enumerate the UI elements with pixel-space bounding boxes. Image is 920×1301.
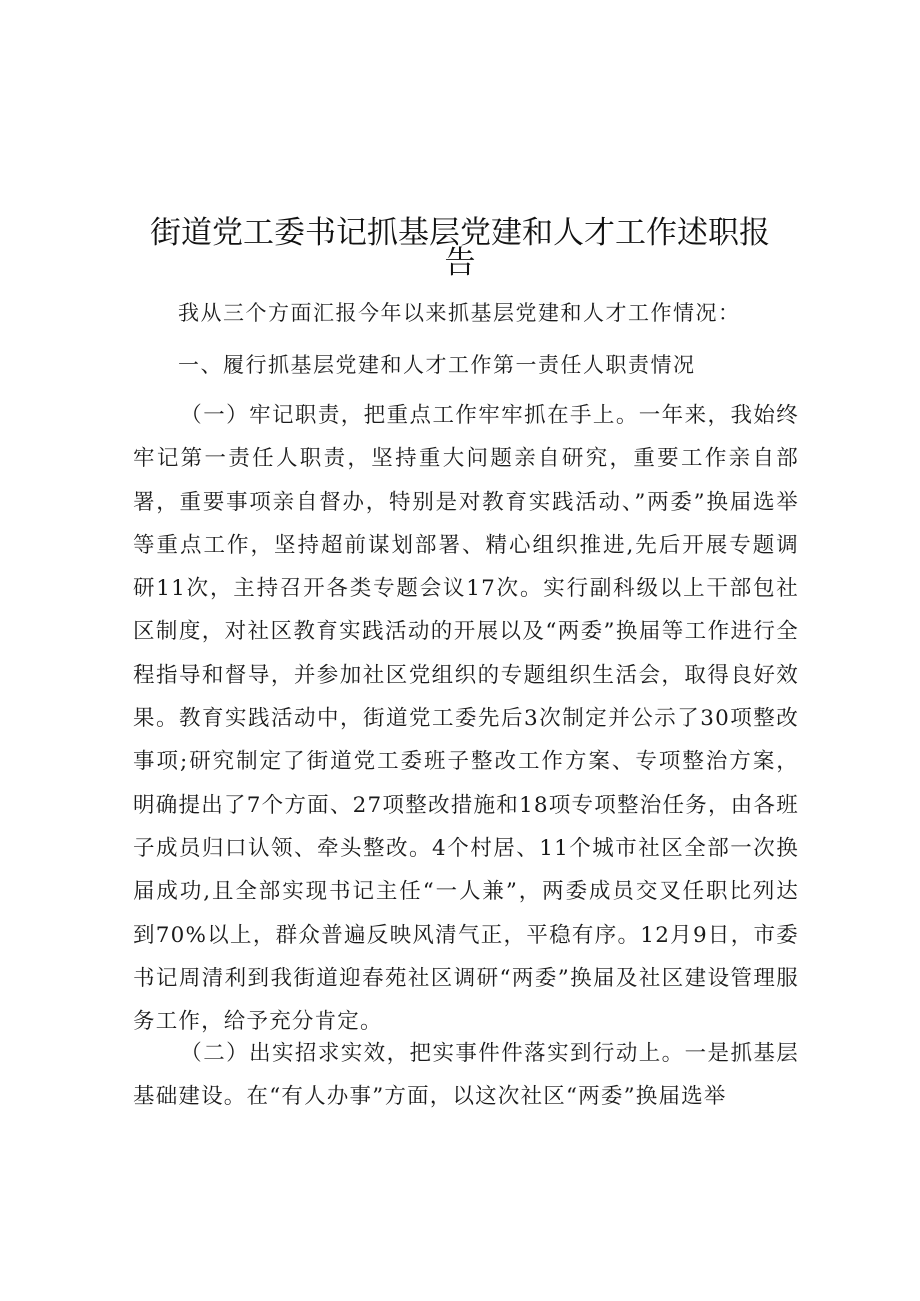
body-paragraph: （一）牢记职责，把重点工作牢牢抓在手上。一年来，我始终牢记第一责任人职责，坚持重大问题亲自研究，重要工作亲自部署，重要事项亲自督办，特别是对教育实践活动、”两委”换届选举等重点工作，坚持超前谋划部署、精心组织推进,先后开展专题调研11次，主持召开各类专题会议17次。实行副科级以上干部包社区制度，对社区教育实践活动的开展以及“两委”换届等工作进行全程指导和督导，并参加社区党组织的专题组织生活会，取得良好效果。教育实践活动中，街道党工委先后3次制定并公示了30项整改事项;研究制定了街道党工委班子整改工作方案、专项整治方案，明确提出了7个方面、27项整改措施和18项专项整治任务，由各班子成员归口认领、牵头整改。4个村居、11个城市社区全部一次换届成功,且全部实现书记主任“一人兼”，两委成员交叉任职比列达到70%以上，群众普遍反映风清气正，平稳有序。12月9日，市委书记周清利到我街道迎春苑社区调研“两委”换届及社区建设管理服务工作，给予充分肯定。	[133, 403, 799, 1035]
body-paragraph: （二）出实招求实效，把实事件件落实到行动上。一是抓基层基础建设。在“有人办事”方面，以这次社区“两委”换届选举	[133, 1041, 799, 1110]
section-heading: 一、履行抓基层党建和人才工作第一责任人职责情况	[178, 353, 696, 377]
intro-paragraph: 我从三个方面汇报今年以来抓基层党建和人才工作情况：	[178, 301, 741, 325]
document-title: 街道党工委书记抓基层党建和人才工作述职报告	[150, 215, 770, 281]
